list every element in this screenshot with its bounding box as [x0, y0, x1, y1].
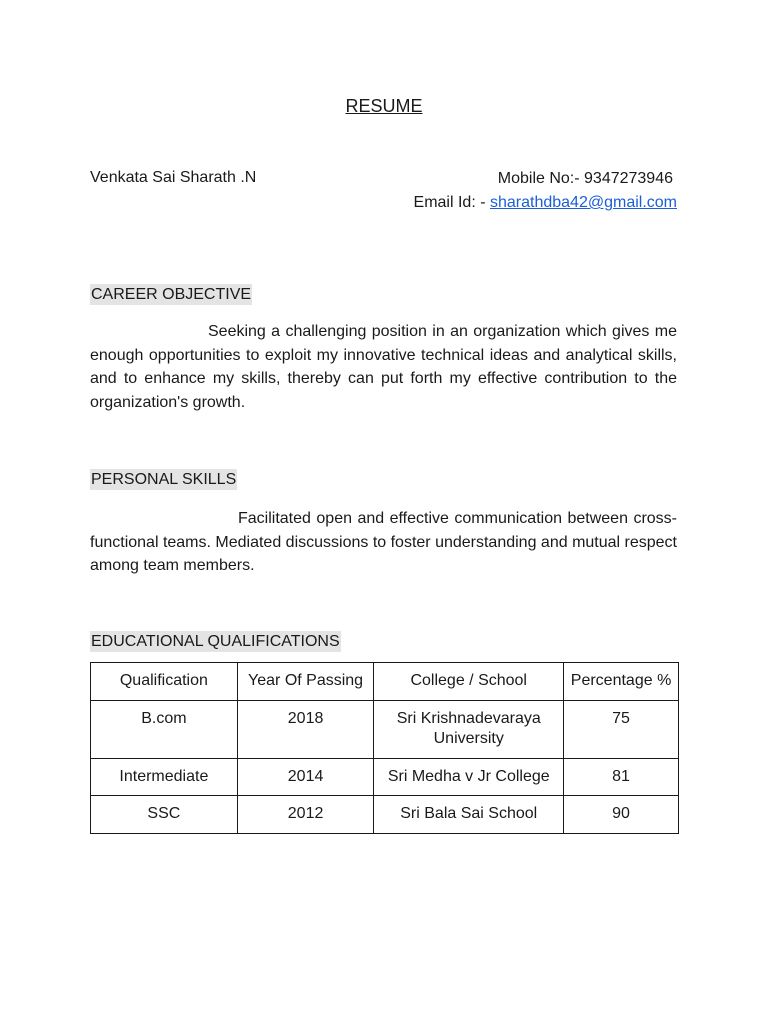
- cell-college: Sri Medha v Jr College: [374, 758, 564, 796]
- column-header-college: College / School: [374, 663, 564, 701]
- mobile-number: Mobile No:- 9347273946: [497, 170, 673, 187]
- cell-college: Sri Krishnadevaraya University: [374, 700, 564, 758]
- personal-skills-text: [90, 507, 677, 578]
- career-objective-heading: CAREER OBJECTIVE: [91, 286, 252, 303]
- cell-percentage: 90: [564, 796, 679, 834]
- education-heading: EDUCATIONAL QUALIFICATIONS: [91, 633, 340, 650]
- education-table: [90, 662, 679, 834]
- cell-percentage: 81: [564, 758, 679, 796]
- table-row: [91, 758, 679, 796]
- cell-year: 2018: [237, 700, 374, 758]
- cell-percentage: 75: [564, 700, 679, 758]
- email-link[interactable]: sharathdba42@gmail.com: [489, 194, 677, 211]
- email-line: [414, 191, 677, 215]
- cell-college: Sri Bala Sai School: [374, 796, 564, 834]
- cell-year: 2014: [237, 758, 374, 796]
- cell-year: 2012: [237, 796, 374, 834]
- column-header-percentage: Percentage %: [564, 663, 679, 701]
- page-title: RESUME: [345, 96, 423, 116]
- column-header-year: Year Of Passing: [237, 663, 374, 701]
- career-objective-body: Seeking a challenging position in an organization which gives me enough opportunities to exploit my innovative technical ideas and analytical skills, and to enhance my skills, thereby can put forth my effective contribution to the organization's growth.: [90, 323, 677, 411]
- contact-block: [414, 167, 677, 215]
- personal-skills-heading: PERSONAL SKILLS: [91, 471, 237, 488]
- column-header-qualification: Qualification: [91, 663, 238, 701]
- table-row: [91, 700, 679, 758]
- personal-skills-body: Facilitated open and effective communication between cross-functional teams. Mediated discussions to foster understanding and mutual respect among team members.: [90, 510, 677, 574]
- table-header-row: [91, 663, 679, 701]
- candidate-name: Venkata Sai Sharath .N: [90, 169, 257, 186]
- table-row: [91, 796, 679, 834]
- email-label: Email Id: -: [413, 194, 490, 211]
- cell-qualification: Intermediate: [91, 758, 238, 796]
- career-objective-text: [90, 320, 677, 414]
- cell-qualification: SSC: [91, 796, 238, 834]
- cell-qualification: B.com: [91, 700, 238, 758]
